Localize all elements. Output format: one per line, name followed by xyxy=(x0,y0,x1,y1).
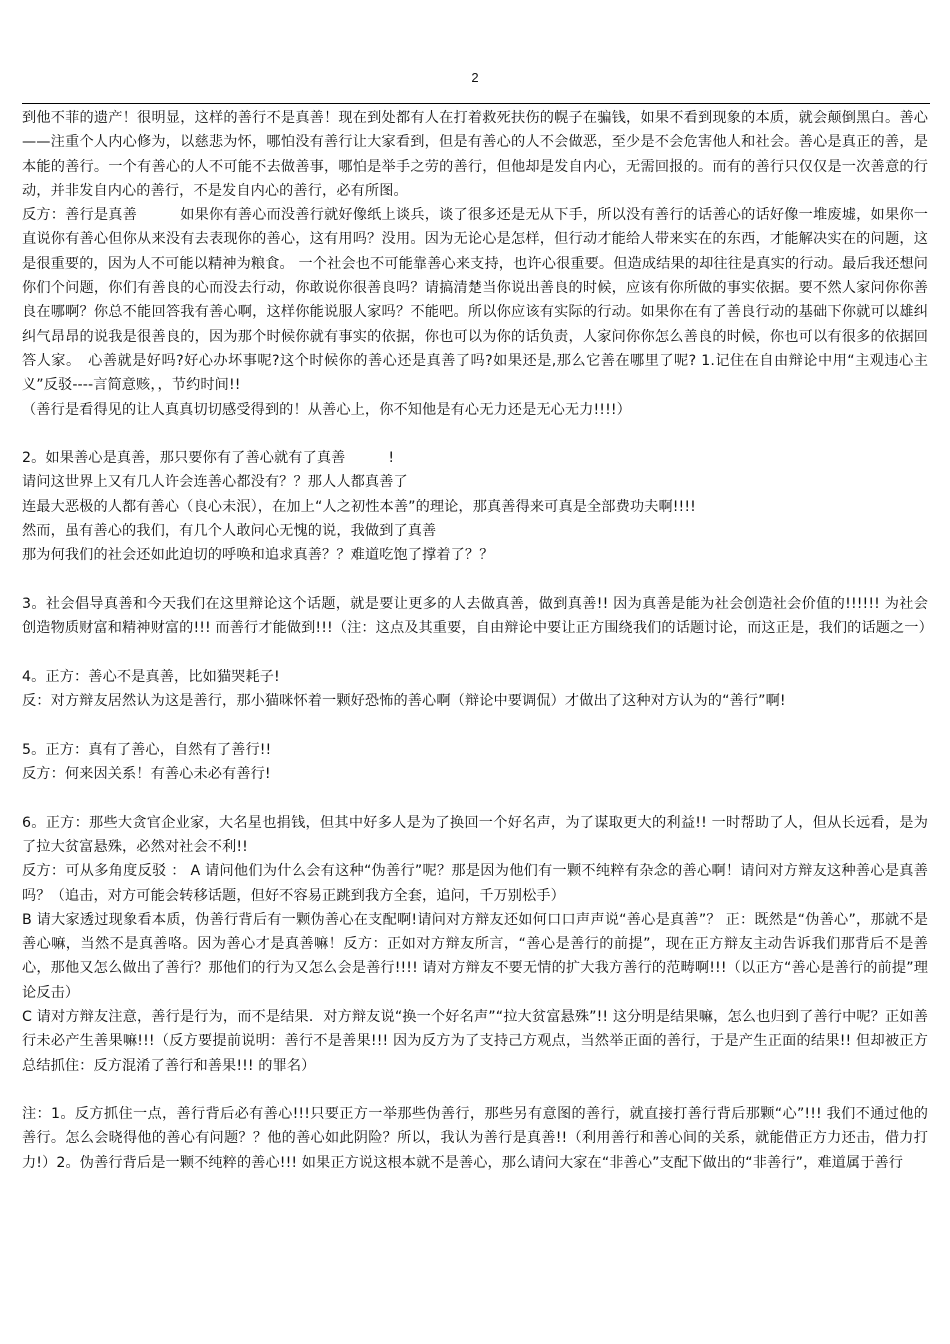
page-number: 2 xyxy=(471,70,479,85)
point-5-con: 反方：何来因关系！有善心未必有善行! xyxy=(22,766,271,783)
blank-line xyxy=(22,713,928,737)
point-2-line-2: 请问这世界上又有几人许会连善心都没有？？那人人都真善了 xyxy=(22,474,408,491)
point-2-line-3: 连最大恶极的人都有善心（良心未泯），在加上“人之初性本善”的理论，那真善得来可真是全部费功夫啊!!!! xyxy=(22,498,696,515)
point-2-line-1: 2。如果善心是真善，那只要你有了善心就有了真善 ! xyxy=(22,450,395,467)
point-3: 3。社会倡导真善和今天我们在这里辩论这个话题，就是要让更多的人去做真善，做到真善!! 因为真善是能为社会创造社会价值的!!!!!! 为社会创造物质财富和精神财富的!!! 而善行才能做到!!!（注：这点及其重要，自由辩论中要让正方围绕我们的话题讨论，而这正是，我们的话题之一） xyxy=(22,595,933,637)
blank-line xyxy=(22,422,928,446)
point-6-pro: 6。正方：那些大贪官企业家，大名星也捐钱，但其中好多人是为了换回一个好名声，为了谋取更大的利益!! 一时帮助了人，但从长远看，是为了拉大贫富悬殊，必然对社会不利!! xyxy=(22,814,928,855)
blank-line xyxy=(22,786,928,810)
document-body xyxy=(22,106,933,1175)
point-2-line-5: 那为何我们的社会还如此迫切的呼唤和追求真善？？难道吃饱了撑着了？？ xyxy=(22,547,494,564)
paragraph-1: 到他不菲的遗产！很明显，这样的善行不是真善！现在到处都有人在打着救死扶伤的幌子在骗钱，如果不看到现象的本质，就会颠倒黑白。善心——注重个人内心修为，以慈悲为怀，哪怕没有善行让大家看到，但是有善心的人不会做恶，至少是不会危害他人和社会。善心是真正的善，是本能的善行。一个有善心的人不可能不去做善事，哪怕是举手之劳的善行，但他却是发自内心，无需回报的。而有的善行只仅仅是一次善意的行动，并非发自内心的善行，不是发自内心的善行，必有所图。 xyxy=(22,110,928,199)
note-paragraph: 注：1。反方抓住一点，善行背后必有善心!!!只要正方一举那些伪善行，那些另有意图的善行，就直接打善行背后那颗“心”!!! 我们不通过他的善行。怎么会晓得他的善心有问题？？他的善心如此阴险？所以，我认为善行是真善!!（利用善行和善心间的关系，就能借正方力还击，借力打力!）2。伪善行背后是一颗不纯粹的善心!!! 如果正方说这根本就不是善心，那么请问大家在“非善心”支配下做出的“非善行”，难道属于善行 xyxy=(22,1106,928,1171)
blank-line xyxy=(22,641,928,665)
point-6-con-a: 反方：可从多角度反驳 ： A 请问他们为什么会有这种“伪善行”呢？那是因为他们有一颗不纯粹有杂念的善心啊！请问对方辩友这种善心是真善吗？（追击，对方可能会转移话题，但好不容易正跳到我方全套，追问，千万别松手） xyxy=(22,863,928,904)
point-5-pro: 5。正方：真有了善心，自然有了善行!! xyxy=(22,741,272,758)
point-4-pro: 4。正方：善心不是真善，比如猫哭耗子! xyxy=(22,668,280,685)
blank-line xyxy=(22,1078,928,1102)
point-4-con: 反：对方辩友居然认为这是善行，那小猫咪怀着一颗好恐怖的善心啊（辩论中要调侃）才做出了这种对方认为的“善行”啊! xyxy=(22,693,786,710)
point-6-con-c: C 请对方辩友注意，善行是行为，而不是结果．对方辩友说“换一个好名声”“拉大贫富悬殊”!! 这分明是结果嘛，怎么也归到了善行中呢？正如善行未必产生善果嘛!!!（反方要提前说明：善行不是善果!!! 因为反方为了支持己方观点，当然举正面的善行，于是产生正面的结果!! 但却被正方总结抓住：反方混淆了善行和善果!!! 的罪名） xyxy=(22,1008,928,1074)
paragraph-3: （善行是看得见的让人真真切切感受得到的！从善心上，你不知他是有心无力还是无心无力!!!!） xyxy=(22,401,631,418)
point-6-con-b: B 请大家透过现象看本质，伪善行背后有一颗伪善心在支配啊!请问对方辩友还如何口口声声说“善心是真善”？ 正：既然是“伪善心”，那就不是善心嘛，当然不是真善咯。因为善心才是真善嘛！反方：正如对方辩友所言，“善心是善行的前提”，现在正方辩友主动告诉我们那背后不是善心，那他又怎么做出了善行？那他们的行为又怎么会是善行!!!! 请对方辩友不要无情的扩大我方善行的范畴啊!!!（以正方“善心是善行的前提”理论反击） xyxy=(22,911,928,1001)
header-rule xyxy=(22,103,930,104)
blank-line xyxy=(22,568,928,592)
point-2-line-4: 然而，虽有善心的我们，有几个人敢问心无愧的说，我做到了真善 xyxy=(22,523,437,540)
paragraph-2: 反方：善行是真善 如果你有善心而没善行就好像纸上谈兵，谈了很多还是无从下手，所以没有善行的话善心的话好像一堆废墟，如果你一直说你有善心但你从来没有去表现你的善心，这有用吗？没用。因为无论心是怎样，但行动才能给人带来实在的东西，才能解决实在的问题，这是很重要的，因为人不可能以精神为粮食。 一个社会也不可能靠善心来支持，也许心很重要。但造成结果的却往往是真实的行动。最后我还想问你们个问题，你们有善良的心而没去行动，你敢说你很善良吗？请搞清楚当你说出善良的时候，应该有你所做的事实依据。要不然人家问你你善良在哪啊？你总不能回答我有善心啊，这样你能说服人家吗？不能吧。所以你应该有实际的行动。如果你在有了善良行动的基础下你就可以雄纠纠气昂昂的说我是很善良的，因为那个时候你就有事实的依据，你也可以为你的话负责，人家问你你怎么善良的时候，你也可以有很多的依据回答人家。 心善就是好吗?好心办坏事呢?这个时候你的善心还是真善了吗?如果还是,那么它善在哪里了呢? 1.记住在自由辩论中用“主观违心主义”反驳----言简意赅，，节约时间!! xyxy=(22,207,928,394)
